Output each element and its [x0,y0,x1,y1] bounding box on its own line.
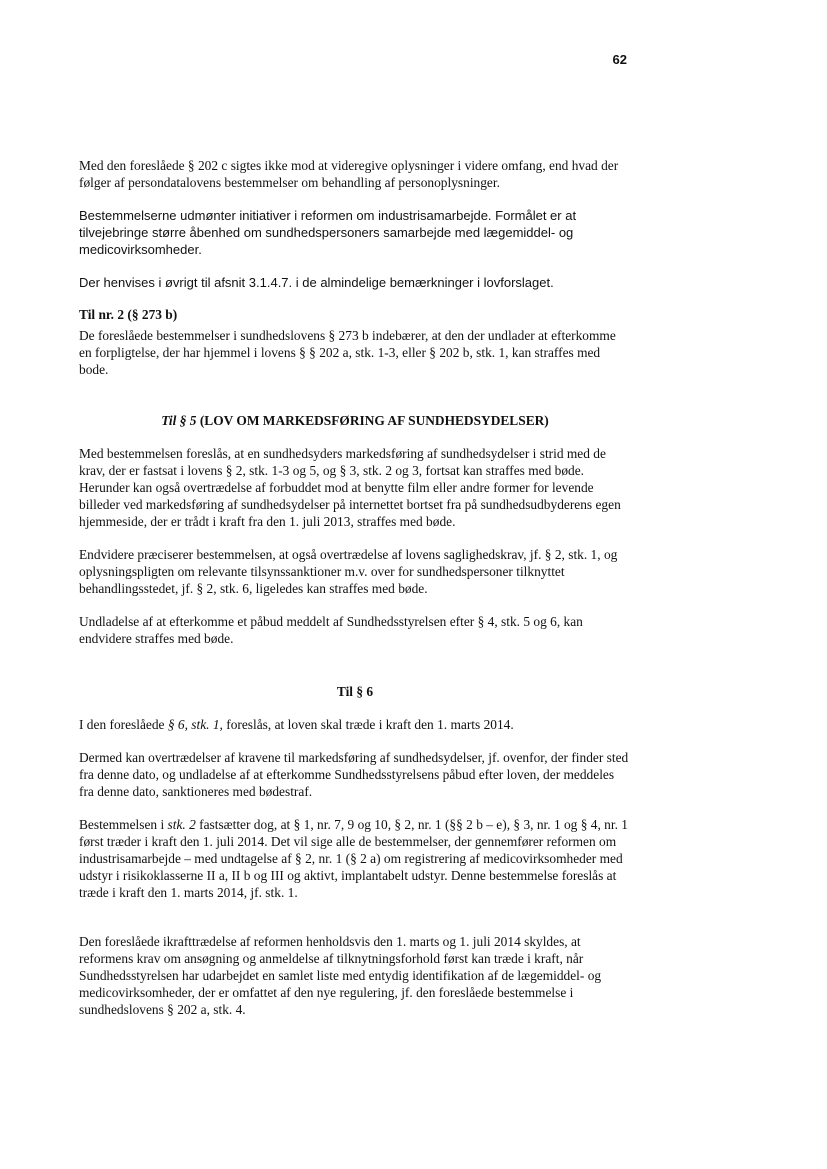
heading-til-nr-2: Til nr. 2 (§ 273 b) [79,307,178,322]
paragraph-stk2-a: Bestemmelsen i [79,817,168,832]
paragraph-stk2 [79,816,631,901]
paragraph-markedsforing: Med bestemmelsen foreslås, at en sundhedsyders markedsføring af sundhedsydelser i strid med de krav, der er fastsat i lovens § 2, stk. 1-3 og 5, og § 3, stk. 2 og 3, fortsat kan straffes med bøde. Herunder kan også overtrædelse af forbuddet mod at benytte film eller andre former for levende billeder ved markedsføring af sundhedsydelser på internettet bortset fra på sundhedsudbyderens egen hjemmeside, der er trådt i kraft fra den 1. juli 2013, straffes med bøde. [79,446,621,529]
paragraph-reform: Bestemmelserne udmønter initiativer i reformen om industrisamarbejde. Formålet er at tilvejebringe større åbenhed om sundhedspersoners samarbejde med lægemiddel- og medicovirksomheder. [79,208,577,257]
paragraph-saglighedskrav: Endvidere præciserer bestemmelsen, at også overtrædelse af lovens saglighedskrav, jf. § 2, stk. 1, og oplysningspligten om relevante tilsynssanktioner m.v. over for sundhedspersoner tilknyttet behandlingsstedet, jf. § 2, stk. 6, ligeledes kan straffes med bøde. [79,547,618,596]
paragraph-reference: Der henvises i øvrigt til afsnit 3.1.4.7. i de almindelige bemærkninger i lovforslaget. [79,275,554,290]
heading-til-par-5-title: (LOV OM MARKEDSFØRING AF SUNDHEDSYDELSER) [196,413,549,428]
paragraph-273b: De foreslåede bestemmelser i sundhedslovens § 273 b indebærer, at den der undlader at efterkomme en forpligtelse, der har hjemmel i lovens § § 202 a, stk. 1-3, eller § 202 b, stk. 1, kan straffes med bode. [79,328,616,377]
paragraph-ikrafttraedelse [79,716,631,733]
paragraph-reform-timing: Den foreslåede ikrafttrædelse af reformen henholdsvis den 1. marts og 1. juli 2014 skyldes, at reformens krav om ansøgning og anmeldelse af tilknytningsforhold først kan træde i kraft, når Sundhedsstyrelsen har udarbejdet en samlet liste med entydig identifikation af de lægemiddel- og medicovirksomheder, der er omfattet af den nye regulering, jf. den foreslåede bestemmelse i sundhedslovens § 202 a, stk. 4. [79,934,602,1017]
paragraph-ikrafttraedelse-b: foreslås, at loven skal træde i kraft den 1. marts 2014. [222,717,514,732]
page-number: 62 [612,52,627,67]
paragraph-pabud: Undladelse af at efterkomme et påbud meddelt af Sundhedsstyrelsen efter § 4, stk. 5 og 6, kan endvidere straffes med bøde. [79,614,583,646]
heading-til-par-6: Til § 6 [336,684,374,699]
paragraph-202c: Med den foreslåede § 202 c sigtes ikke mod at videregive oplysninger i videre omfang, end hvad der følger af persondatalovens bestemmelser om behandling af personoplysninger. [79,158,619,190]
heading-til-par-5 [79,412,631,429]
paragraph-stk2-ref: stk. 2 [167,817,196,832]
paragraph-bodestraf: Dermed kan overtrædelser af kravene til markedsføring af sundhedsydelser, jf. ovenfor, der finder sted fra denne dato, og undladelse af at efterkomme Sundhedsstyrelsens påbud efter loven, der meddeles fra denne dato, sanktioneres med bødestraf. [79,750,629,799]
paragraph-stk2-b: fastsætter dog, at § 1, nr. 7, 9 og 10, § 2, nr. 1 (§§ 2 b – e), § 3, nr. 1 og § 4, nr. 1 først træder i kraft den 1. juli 2014. Det vil sige alle de bestemmelser, der gennemfører reformen om industrisamarbejde – med undtagelse af § 2, nr. 1 (§ 2 a) om registrering af medicovirksomheder med udstyr i risikoklasserne II a, II b og III og aktivt, implantabelt udstyr. Denne bestemmelse foreslås at træde i kraft den 1. marts 2014, jf. stk. 1. [79,817,628,900]
paragraph-ikrafttraedelse-ref: § 6, stk. 1, [167,717,223,732]
document-body [79,157,631,1018]
paragraph-ikrafttraedelse-a: I den foreslåede [79,717,168,732]
heading-til-par-5-italic: Til § 5 [161,413,197,428]
